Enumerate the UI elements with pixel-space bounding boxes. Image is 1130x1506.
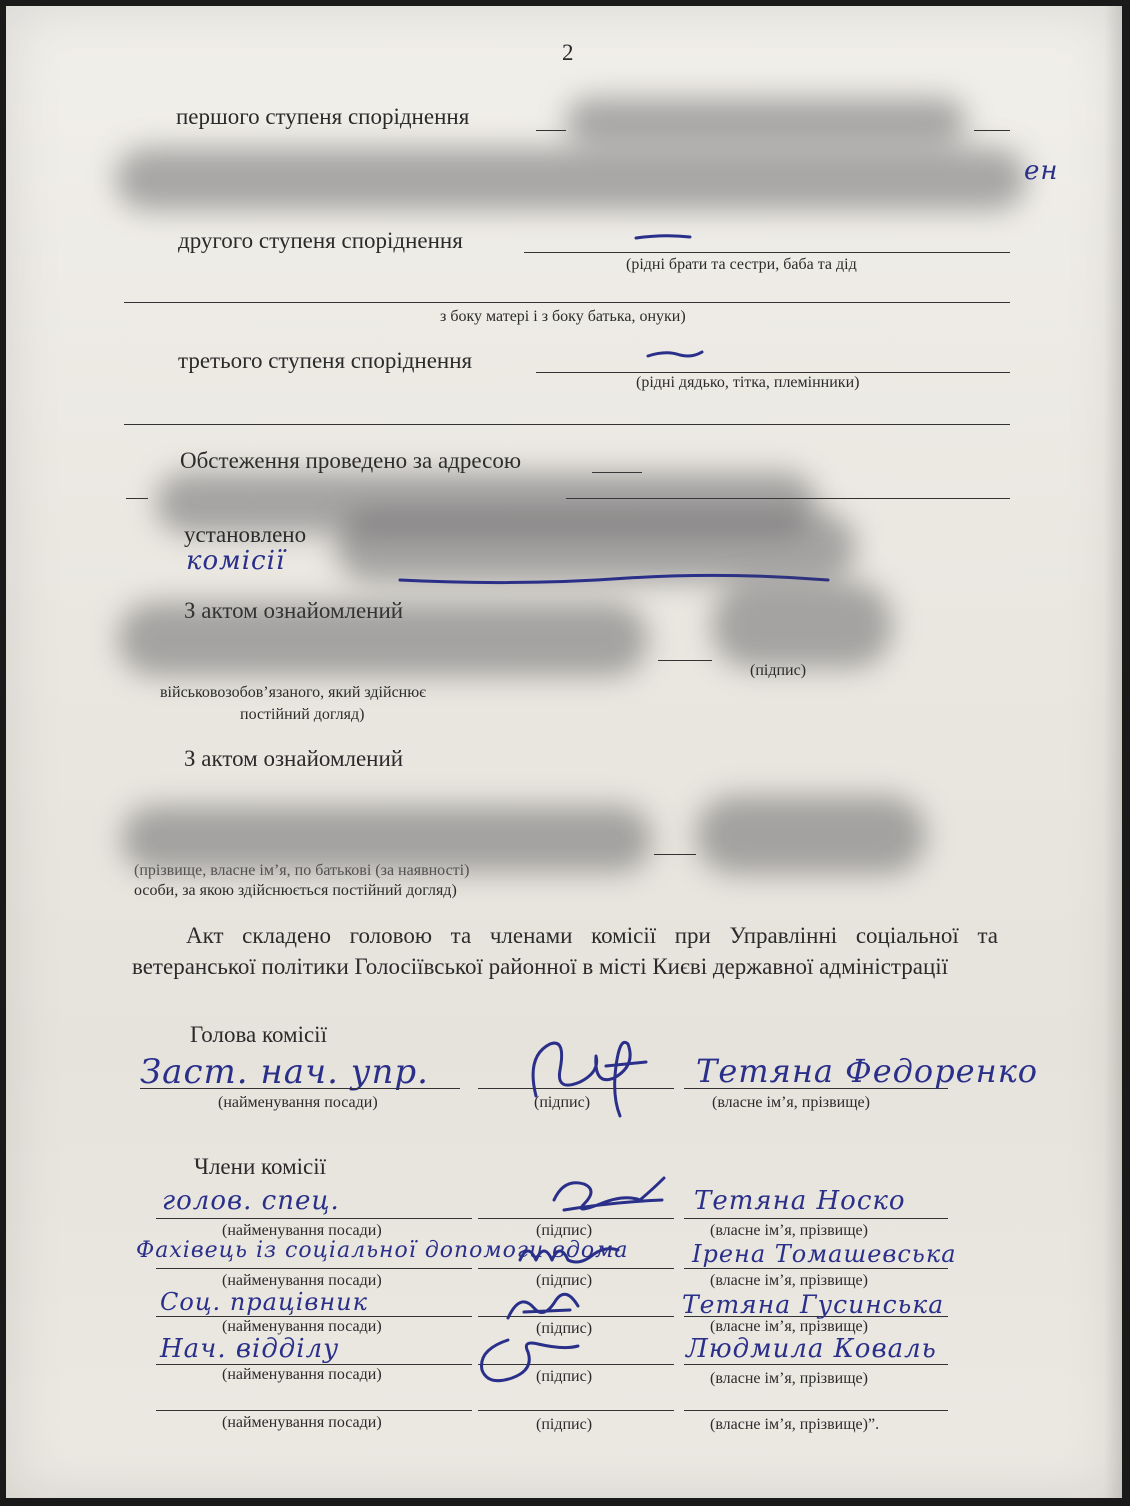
position-hint: (найменування посади) (222, 1318, 382, 1335)
signature-hint: (підпис) (536, 1416, 593, 1433)
member-position-hand: Фахівець із соціальної допомоги вдома (136, 1238, 629, 1263)
signature-hint: (підпис) (536, 1272, 593, 1289)
address-label: Обстеження проведено за адресою (180, 448, 522, 473)
redacted-area (116, 148, 1026, 210)
signature-hint: (підпис) (750, 662, 807, 679)
fill-line (156, 1410, 472, 1411)
member-signature (544, 1170, 674, 1226)
name-hint: (власне ім’я, прізвище) (710, 1272, 868, 1289)
acquainted-note-2: постійний догляд) (240, 706, 365, 723)
signature-hint: (підпис) (536, 1320, 593, 1337)
head-position-hand: Заст. нач. упр. (140, 1052, 429, 1092)
member-name-hand: Тетяна Гусинська (682, 1290, 945, 1319)
redacted-signature (696, 796, 926, 874)
act-paragraph: Акт складено головою та членами комісії при Управлінні соціальної та ветеранської політики Голосіївської районної в місті Києві державної адміністрації (132, 923, 998, 979)
fill-line (478, 1410, 674, 1411)
acquainted-note-1b: (прізвище, власне ім’я, по батькові (за наявності) (134, 862, 470, 879)
first-degree-label: першого ступеня споріднення (176, 104, 470, 129)
position-hint: (найменування посади) (222, 1272, 382, 1289)
position-hint: (найменування посади) (222, 1222, 382, 1239)
member-signature (514, 1236, 624, 1276)
name-hint: (власне ім’я, прізвище) (710, 1222, 868, 1239)
members-label: Члени комісії (194, 1154, 327, 1179)
fill-line (536, 372, 1010, 373)
member-position-hand: голов. спец. (162, 1186, 340, 1216)
redacted-area (566, 98, 966, 146)
member-name-hand: Ірена Томашевська (692, 1240, 957, 1268)
fill-line (156, 1364, 472, 1365)
second-degree-hint-2: з боку матері і з боку батька, онуки) (440, 308, 686, 325)
fill-line (124, 302, 1010, 303)
fill-line (684, 1410, 948, 1411)
name-hint: (власне ім’я, прізвище) (710, 1318, 868, 1335)
head-name-hand: Тетяна Федоренко (696, 1052, 1039, 1090)
second-degree-label: другого ступеня споріднення (178, 228, 463, 253)
fill-line (124, 424, 1010, 425)
member-name-hand: Тетяна Носко (694, 1186, 906, 1216)
acquainted-note-1: військовозобов’язаного, який здійснює (160, 684, 427, 701)
fill-line (156, 1268, 472, 1269)
fill-line (126, 498, 148, 499)
signature-hint: (підпис) (536, 1222, 593, 1239)
fill-line (684, 1218, 948, 1219)
acquainted-label-2: З актом ознайомлений (184, 746, 404, 771)
signature-hint: (підпис) (536, 1368, 593, 1385)
established-label: установлено (184, 522, 307, 547)
third-degree-label: третього ступеня споріднення (178, 348, 473, 373)
member-name-hand: Людмила Коваль (686, 1334, 937, 1364)
fill-line (140, 1088, 460, 1089)
fill-line (658, 660, 712, 661)
fill-line (684, 1364, 948, 1365)
redacted-signature (712, 582, 892, 668)
fill-line (524, 252, 1010, 253)
position-hint: (найменування посади) (222, 1366, 382, 1383)
head-label: Голова комісії (190, 1022, 327, 1047)
name-hint: (власне ім’я, прізвище)”. (710, 1416, 880, 1433)
signature-hint: (підпис) (534, 1094, 591, 1111)
third-degree-hint: (рідні дядько, тітка, племінники) (636, 374, 860, 391)
member-position-hand: Соц. працівник (160, 1288, 368, 1316)
handwritten-commission: комісії (186, 546, 286, 576)
fill-line (684, 1268, 948, 1269)
position-hint: (найменування посади) (222, 1414, 382, 1431)
name-hint: (власне ім’я, прізвище) (712, 1094, 870, 1111)
handwritten-dash (646, 346, 706, 362)
fill-line (156, 1316, 472, 1317)
fill-line (974, 130, 1010, 131)
acquainted-note-2b: особи, за якою здійснюється постійний догляд) (134, 882, 457, 899)
document-page (6, 6, 1122, 1498)
handwritten-dash (634, 230, 694, 244)
position-hint: (найменування посади) (218, 1094, 378, 1111)
redacted-area (118, 602, 648, 676)
fill-line (156, 1218, 472, 1219)
member-position-hand: Нач. відділу (160, 1334, 340, 1364)
fill-line (654, 854, 696, 855)
handwritten-fragment: ен (1024, 156, 1059, 186)
page-number: 2 (562, 40, 574, 65)
second-degree-hint: (рідні брати та сестри, баба та дід (626, 256, 857, 273)
acquainted-label-1: З актом ознайомлений (184, 598, 404, 623)
fill-line (536, 130, 566, 131)
name-hint: (власне ім’я, прізвище) (710, 1370, 868, 1387)
